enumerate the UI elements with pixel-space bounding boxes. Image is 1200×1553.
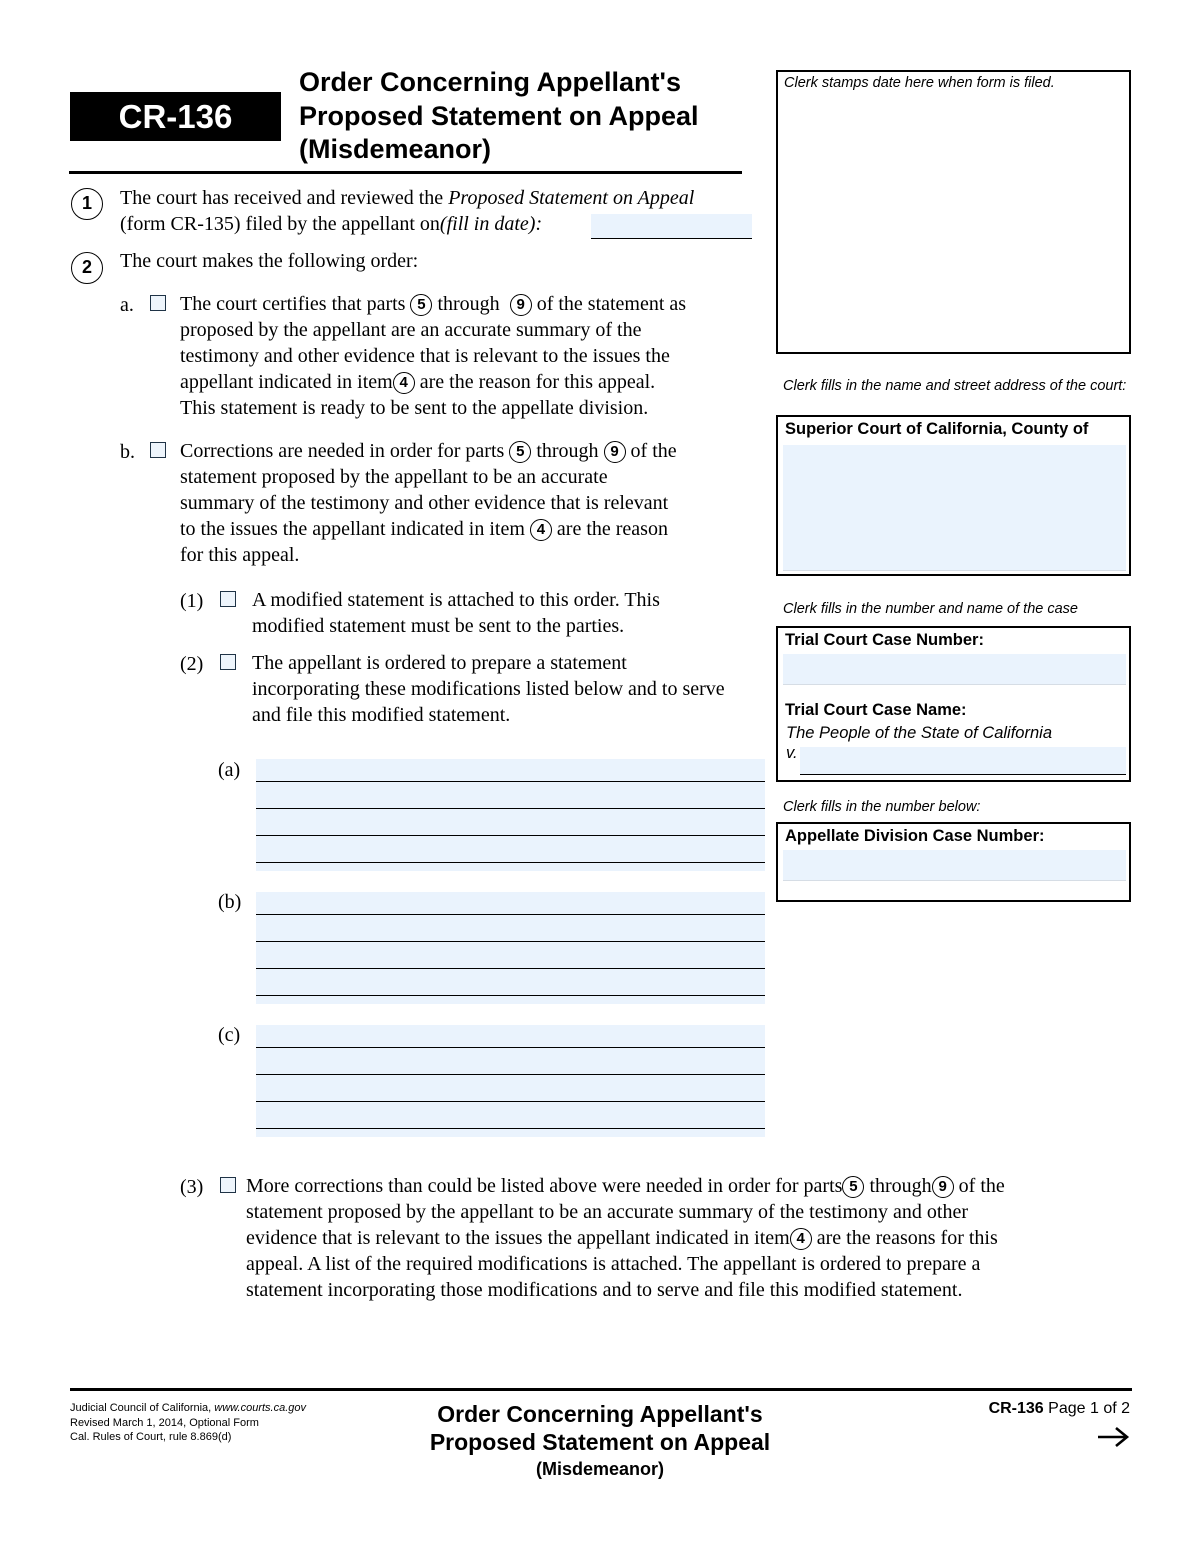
option-3-line: are the reasons for this [816,1227,998,1249]
item-2-number: 2 [71,252,103,284]
part-9-ref: 9 [604,441,626,463]
footer-title-line: Proposed Statement on Appeal [429,1429,771,1455]
item-1-date-hint: (fill in date): [439,213,543,235]
court-address-field[interactable] [783,445,1126,571]
clerk-stamp-note: Clerk stamps date here when form is filed. [784,75,1055,91]
case-name-label: Trial Court Case Name: [785,701,967,719]
item-2a-line: The court certifies that parts [180,293,406,315]
option-3-text [246,1173,1005,1303]
option-3-label: (3) [180,1176,204,1198]
item-2b-line: of the [630,440,677,462]
item-2a-line: are the reason for this appeal. [419,371,656,393]
option-1-text [252,587,660,639]
item-2b-line: summary of the testimony and other evidence that is relevant [180,492,669,514]
option-3-line: evidence that is relevant to the issues the appellant indicated in item [246,1227,790,1249]
modification-a-label: (a) [218,759,241,781]
item-2-text: The court makes the following order: [120,250,419,272]
revision-date: Revised March 1, 2014, Optional Form [70,1416,259,1429]
part-9-ref: 9 [510,294,532,316]
item-2b-line: through [536,440,599,462]
case-info-box [776,626,1131,782]
form-title-line: Order Concerning Appellant's [299,67,681,97]
option-2-line: incorporating these modifications listed below and to serve [252,678,725,700]
item-2a-line: appellant indicated in item [180,371,393,393]
option-3-line: through [869,1175,932,1197]
item-4-ref: 4 [393,372,415,394]
modification-b-label: (b) [218,891,242,913]
footer-form-number: CR-136 [988,1400,1044,1417]
case-name-text: The People of the State of California [786,724,1052,742]
item-2a-line: proposed by the appellant are an accurate summary of the [180,319,642,341]
form-title [299,66,699,167]
footer-page-info [930,1400,1130,1418]
footer-title-line: Order Concerning Appellant's [437,1401,763,1427]
item-1-number: 1 [71,188,103,220]
appellate-box [776,822,1131,902]
form-title-line: (Misdemeanor) [299,134,492,164]
option-2-text [252,650,725,728]
item-4-ref: 4 [790,1228,812,1250]
option-2-checkbox[interactable] [220,654,236,670]
footer-title [400,1400,800,1482]
item-2a-checkbox[interactable] [150,295,166,311]
part-9-ref: 9 [932,1176,954,1198]
item-2b-text [180,438,677,568]
website-link[interactable]: www.courts.ca.gov [214,1402,306,1414]
filing-date-field[interactable] [591,214,752,239]
option-3-line: statement incorporating those modifications and to serve and file this modified statement. [246,1279,963,1301]
court-address-note: Clerk fills in the name and street address of the court: [783,378,1127,394]
item-2a-line: This statement is ready to be sent to the appellate division. [180,397,649,419]
item-1-text-b: (form CR-135) filed by the appellant on [120,213,440,235]
option-3-line: appeal. A list of the required modifications is attached. The appellant is ordered to prepare a [246,1253,981,1275]
item-2b-letter: b. [120,441,135,463]
appellate-number-label: Appellate Division Case Number: [785,827,1045,845]
item-1-text-a: The court has received and reviewed the [120,187,449,209]
versus-label: v. [786,744,798,762]
item-2b-checkbox[interactable] [150,442,166,458]
header-divider [69,171,742,174]
council-name: Judicial Council of California, [70,1402,215,1414]
item-2b-line: for this appeal. [180,544,300,566]
rules-citation: Cal. Rules of Court, rule 8.869(d) [70,1431,232,1443]
item-2b-line: are the reason [556,518,668,540]
option-3-checkbox[interactable] [220,1177,236,1193]
option-1-line: modified statement must be sent to the parties. [252,615,625,637]
footer-source [70,1401,306,1445]
appellate-note: Clerk fills in the number below: [783,799,981,815]
option-1-checkbox[interactable] [220,591,236,607]
item-4-ref: 4 [530,519,552,541]
court-name-label: Superior Court of California, County of [785,420,1089,438]
case-info-note: Clerk fills in the number and name of the case [783,601,1078,617]
option-2-label: (2) [180,653,204,675]
item-2b-line: Corrections are needed in order for parts [180,440,505,462]
item-2b-line: to the issues the appellant indicated in item [180,518,525,540]
item-2a-line: of the statement as [536,293,687,315]
court-address-box [776,415,1131,576]
item-2b-line: statement proposed by the appellant to be an accurate [180,466,608,488]
case-number-field[interactable] [783,654,1126,685]
option-1-line: A modified statement is attached to this order. This [252,589,660,611]
option-3-line: of the [958,1175,1005,1197]
item-2a-line: testimony and other evidence that is relevant to the issues the [180,345,670,367]
modification-c-label: (c) [218,1024,241,1046]
item-2a-letter: a. [120,294,134,316]
item-2a-line: through [437,293,500,315]
modification-c-field[interactable] [256,1025,765,1137]
item-2a-text [180,291,686,421]
case-name-field[interactable] [800,747,1126,775]
case-number-label: Trial Court Case Number: [785,631,984,649]
clerk-stamp-box [776,70,1131,354]
option-1-label: (1) [180,590,204,612]
option-2-line: The appellant is ordered to prepare a statement [252,652,627,674]
modification-a-field[interactable] [256,759,765,871]
part-5-ref: 5 [842,1176,864,1198]
item-1-form-name: Proposed Statement on Appeal [448,187,695,209]
page-indicator: Page 1 of 2 [1048,1400,1130,1417]
option-3-line: More corrections than could be listed above were needed in order for parts [246,1175,843,1197]
option-2-line: and file this modified statement. [252,704,511,726]
arrow-right-icon[interactable] [1096,1425,1130,1449]
part-5-ref: 5 [410,294,432,316]
footer-divider [70,1388,1132,1391]
option-3-line: statement proposed by the appellant to be an accurate summary of the testimony and other [246,1201,968,1223]
modification-b-field[interactable] [256,892,765,1004]
form-title-line: Proposed Statement on Appeal [299,100,699,131]
appellate-number-field[interactable] [783,850,1126,881]
part-5-ref: 5 [509,441,531,463]
form-number-badge: CR-136 [70,92,281,141]
footer-title-line: (Misdemeanor) [535,1459,665,1479]
